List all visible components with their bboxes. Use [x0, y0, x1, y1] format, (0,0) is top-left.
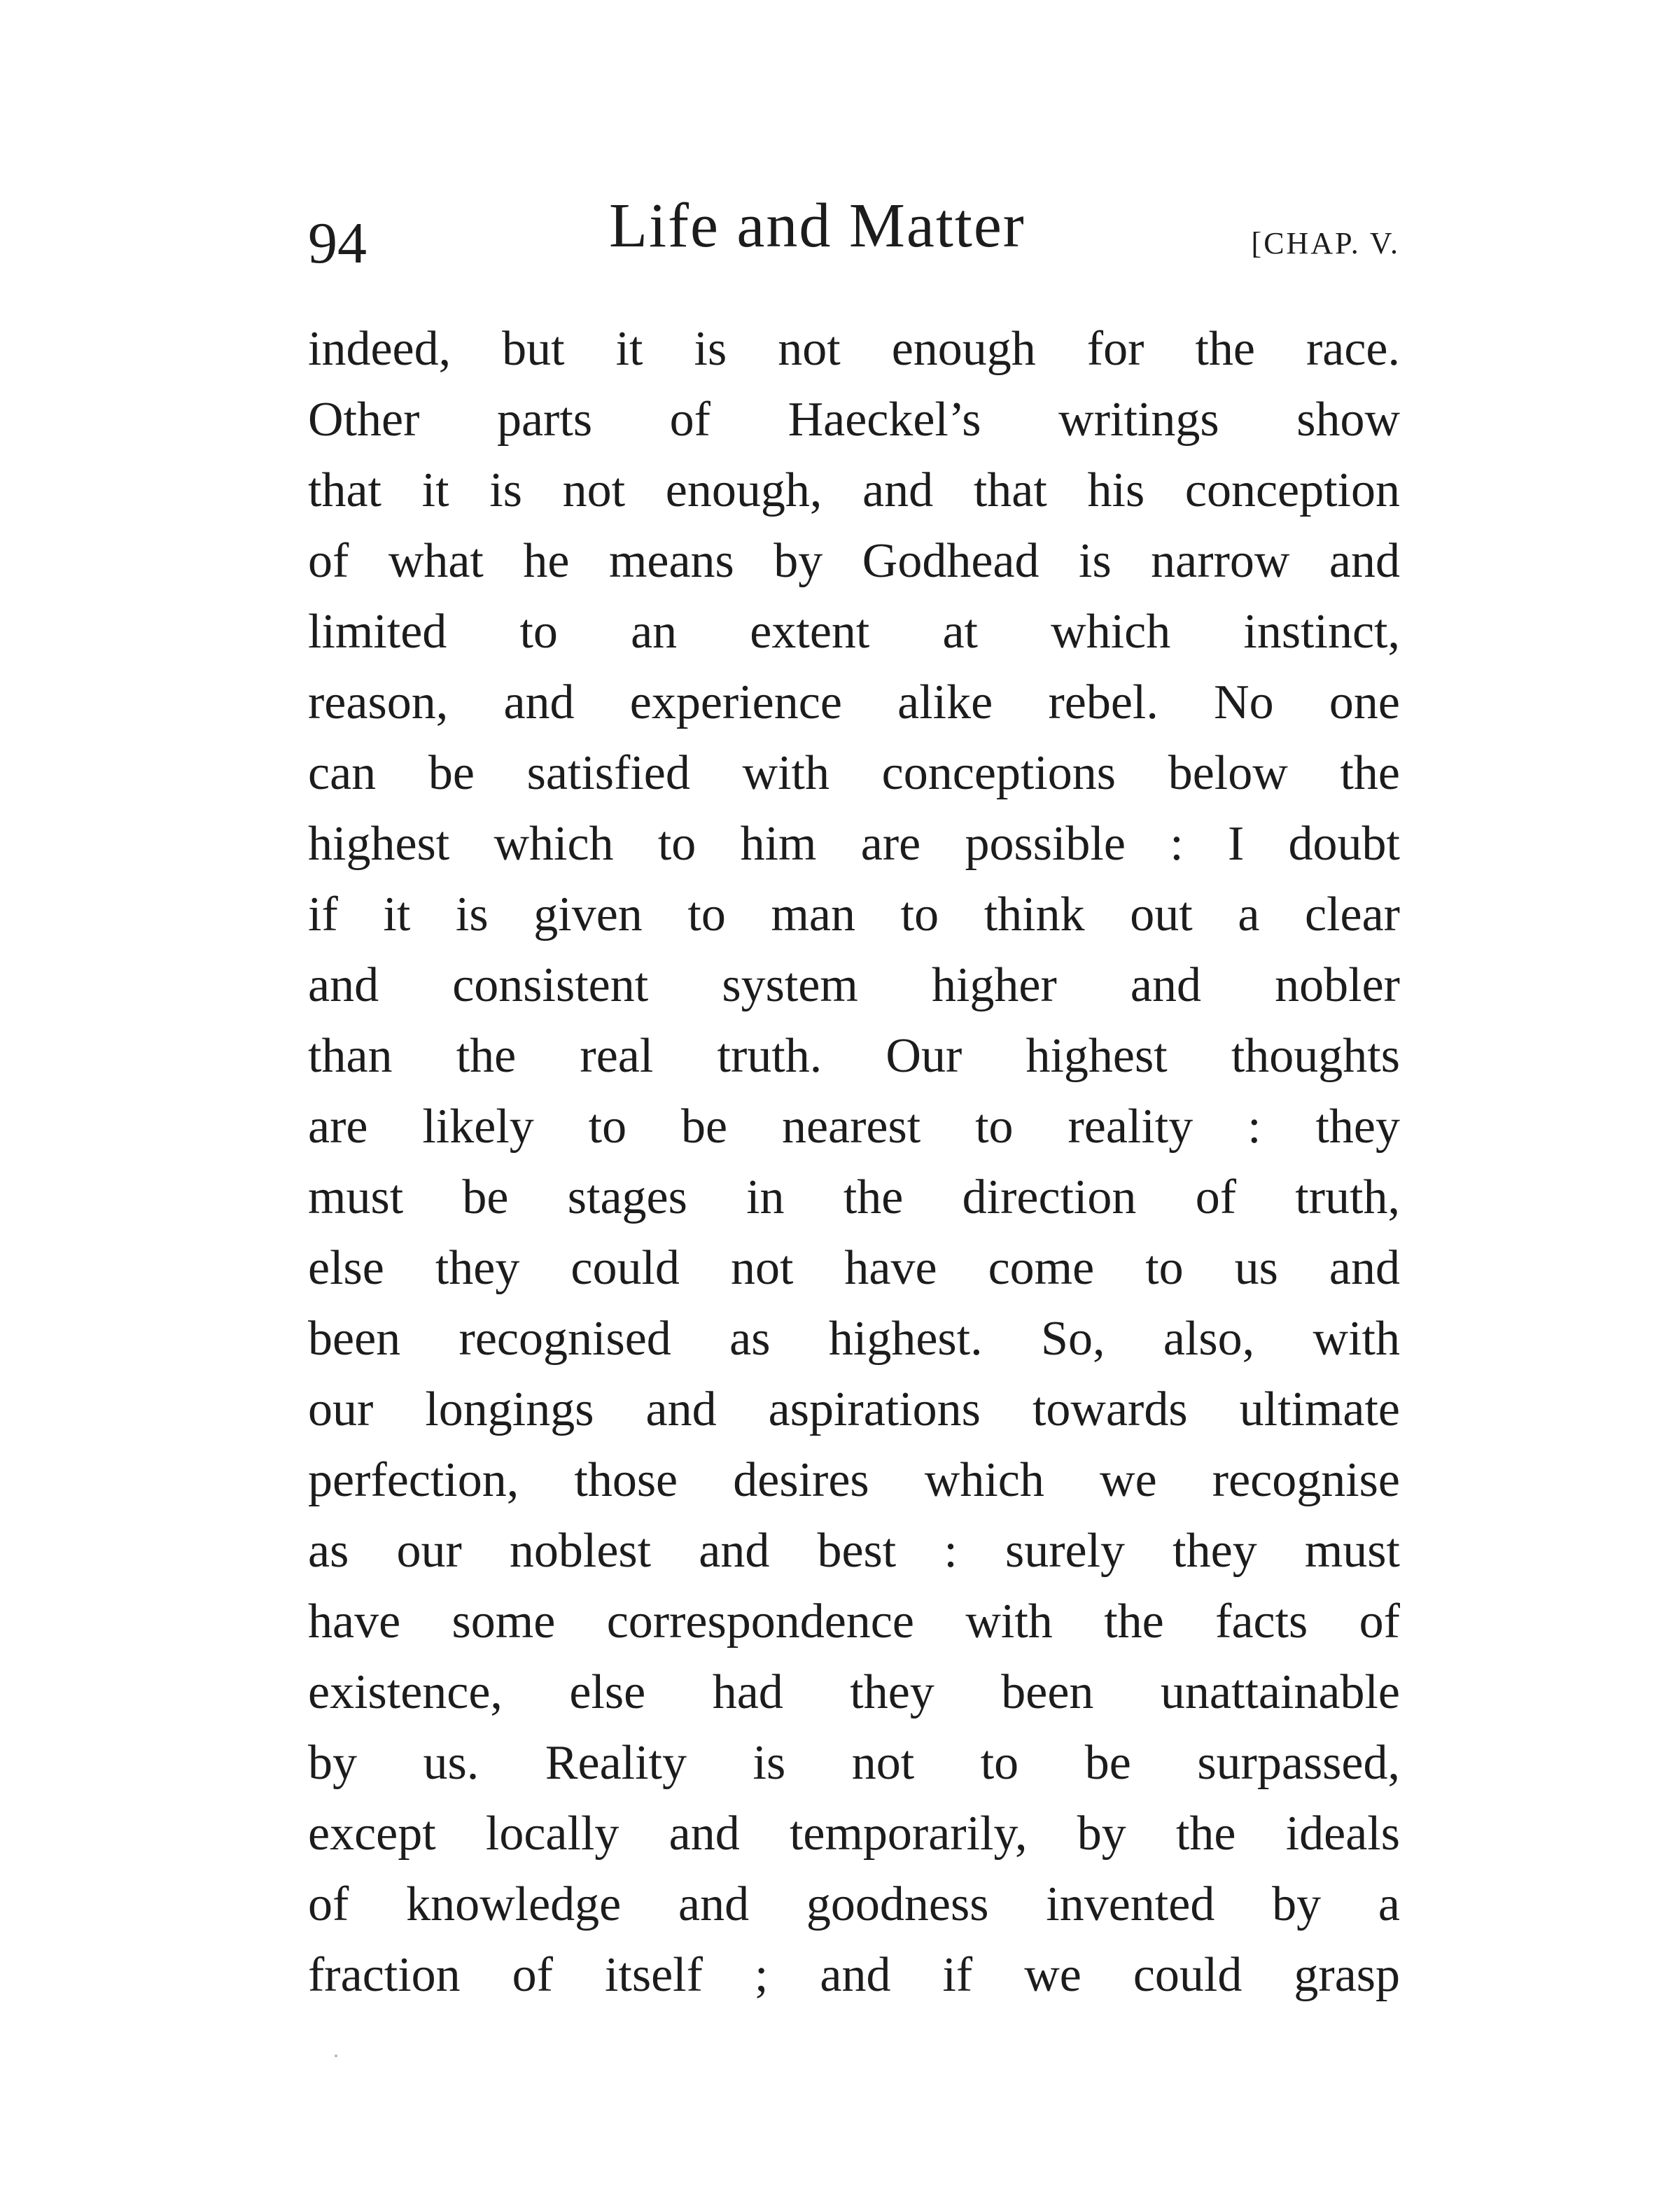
book-title: Life and Matter [609, 191, 1026, 260]
text-line: have some correspondence with the facts of [308, 1595, 1400, 1648]
text-line: existence, else had they been unattainable [308, 1665, 1400, 1719]
text-line: as our noblest and best : surely they must [308, 1524, 1400, 1578]
text-line: of knowledge and goodness invented by a [308, 1877, 1400, 1931]
text-line: indeed, but it is not enough for the race. [308, 322, 1400, 376]
text-line: perfection, those desires which we recognise [308, 1453, 1400, 1507]
text-line: highest which to him are possible : I doubt [308, 817, 1400, 871]
text-line: fraction of itself ; and if we could grasp [308, 1948, 1400, 2002]
text-line: can be satisfied with conceptions below the [308, 746, 1400, 800]
text-line: been recognised as highest. So, also, with [308, 1312, 1400, 1366]
text-line: if it is given to man to think out a clear [308, 888, 1400, 941]
text-line: must be stages in the direction of truth, [308, 1170, 1400, 1224]
text-line: our longings and aspirations towards ultimate [308, 1382, 1400, 1436]
page-number: 94 [308, 211, 367, 276]
text-line: reason, and experience alike rebel. No one [308, 676, 1400, 729]
text-line: and consistent system higher and nobler [308, 958, 1400, 1012]
text-line: that it is not enough, and that his conception [308, 463, 1400, 517]
text-line: except locally and temporarily, by the ideals [308, 1807, 1400, 1861]
body-text [308, 314, 1400, 2010]
chapter-reference: [CHAP. V. [1251, 226, 1400, 260]
text-line: are likely to be nearest to reality : they [308, 1100, 1400, 1154]
text-line: by us. Reality is not to be surpassed, [308, 1736, 1400, 1790]
text-line: limited to an extent at which instinct, [308, 605, 1400, 659]
running-head [308, 191, 1400, 276]
text-line: than the real truth. Our highest thoughts [308, 1029, 1400, 1083]
text-line: else they could not have come to us and [308, 1241, 1400, 1295]
text-line: Other parts of Haeckel’s writings show [308, 393, 1400, 447]
paper-speck [335, 2054, 337, 2057]
text-line: of what he means by Godhead is narrow and [308, 534, 1400, 588]
